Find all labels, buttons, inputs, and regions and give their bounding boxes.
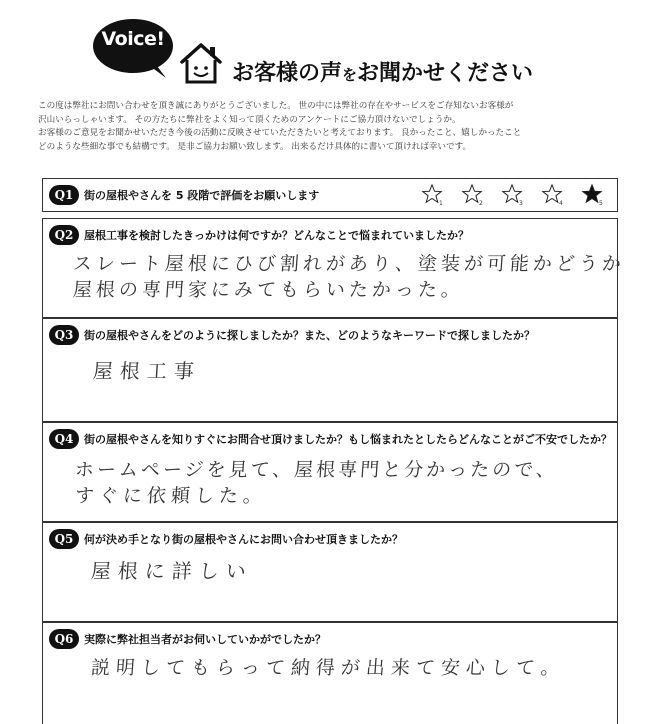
question-badge: Q6: [49, 629, 79, 649]
question-4-header: [49, 429, 612, 449]
rating-star-label: 2: [479, 200, 483, 207]
question-text: 街の屋根やさんを 5 段階で評価をお願いします: [84, 189, 320, 202]
answer-q4-line-2: すぐに依頼した。: [74, 485, 268, 507]
page-title: お客様の声をお聞かせください: [232, 61, 534, 86]
answer-q3: 屋根工事: [92, 359, 202, 383]
question-6-header: [49, 629, 326, 649]
question-1-box: [42, 178, 618, 212]
rating-star-2[interactable]: [457, 183, 497, 209]
voice-badge: Voice!: [101, 28, 165, 50]
rating-star-label: 4: [559, 200, 563, 207]
intro-line: 沢山いらっしゃいます。 その方たちに弊社をよく知って頂くためのアンケートにご協力頂けないでしょうか。: [38, 114, 461, 125]
answer-q5: 屋根に詳しい: [90, 559, 254, 583]
answer-q6: 説明してもらって納得が出来て安心して。: [90, 657, 567, 679]
intro-line: お客様のご意見をお聞かせいただき今後の活動に反映させていただきたいと考えております。 良かったこと、嬉しかったこと: [38, 128, 522, 138]
question-5-box: [42, 522, 618, 622]
question-badge: Q1: [49, 185, 79, 205]
intro-line: どのような些細な事でも結構です。 是非ご協力お願い致します。 出来るだけ具体的に書いて頂ければ幸いです。: [38, 141, 472, 152]
question-text: 何が決め手となり街の屋根やさんにお問い合わせ頂きましたか？: [84, 533, 403, 546]
rating-star-5[interactable]: [577, 183, 617, 209]
question-5-header: [49, 529, 403, 549]
survey-header: [0, 0, 665, 95]
rating-star-1[interactable]: [417, 183, 457, 209]
answer-q2-line-1: スレート屋根にひび割れがあり、塗装が可能かどうか: [72, 253, 626, 275]
rating-star-3[interactable]: [497, 183, 537, 209]
rating-star-label: 1: [439, 200, 443, 207]
question-3-box: [42, 318, 618, 422]
answer-q4-line-1: ホームページを見て、屋根専門と分かったので、: [74, 459, 559, 481]
question-badge: Q4: [49, 429, 79, 449]
question-text: 実際に弊社担当者がお伺いしていかがでしたか？: [84, 633, 326, 646]
question-text: 街の屋根やさんをどのように探しましたか？また、どのようなキーワードで探しましたか？: [84, 329, 535, 342]
question-1-header: [49, 185, 319, 205]
question-badge: Q5: [49, 529, 79, 549]
question-badge: Q2: [49, 225, 79, 245]
question-badge: Q3: [49, 325, 79, 345]
rating-star-4[interactable]: [537, 183, 577, 209]
answer-q2-line-2: 屋根の専門家にみてもらいたかった。: [72, 279, 465, 301]
rating-stars: [417, 183, 617, 209]
rating-star-label: 5: [599, 200, 603, 207]
question-text: 街の屋根やさんを知りすぐにお問合せ頂けましたか？もし悩まれたとしたらどんなことがご不安でしたか？: [84, 433, 612, 446]
intro-line: この度は弊社にお問い合わせを頂き誠にありがとうございました。 世の中には弊社の存在やサービスをご存知ないお客様が: [38, 101, 514, 111]
smiling-house-icon: [178, 40, 224, 86]
intro-paragraph: [38, 100, 638, 154]
question-2-header: [49, 225, 469, 245]
question-4-box: [42, 422, 618, 522]
question-text: 屋根工事を検討したきっかけは何ですか？どんなことで悩まれていましたか？: [84, 229, 469, 242]
rating-star-label: 3: [519, 200, 523, 207]
question-2-box: [42, 218, 626, 318]
question-3-header: [49, 325, 535, 345]
question-6-box: [42, 622, 618, 724]
